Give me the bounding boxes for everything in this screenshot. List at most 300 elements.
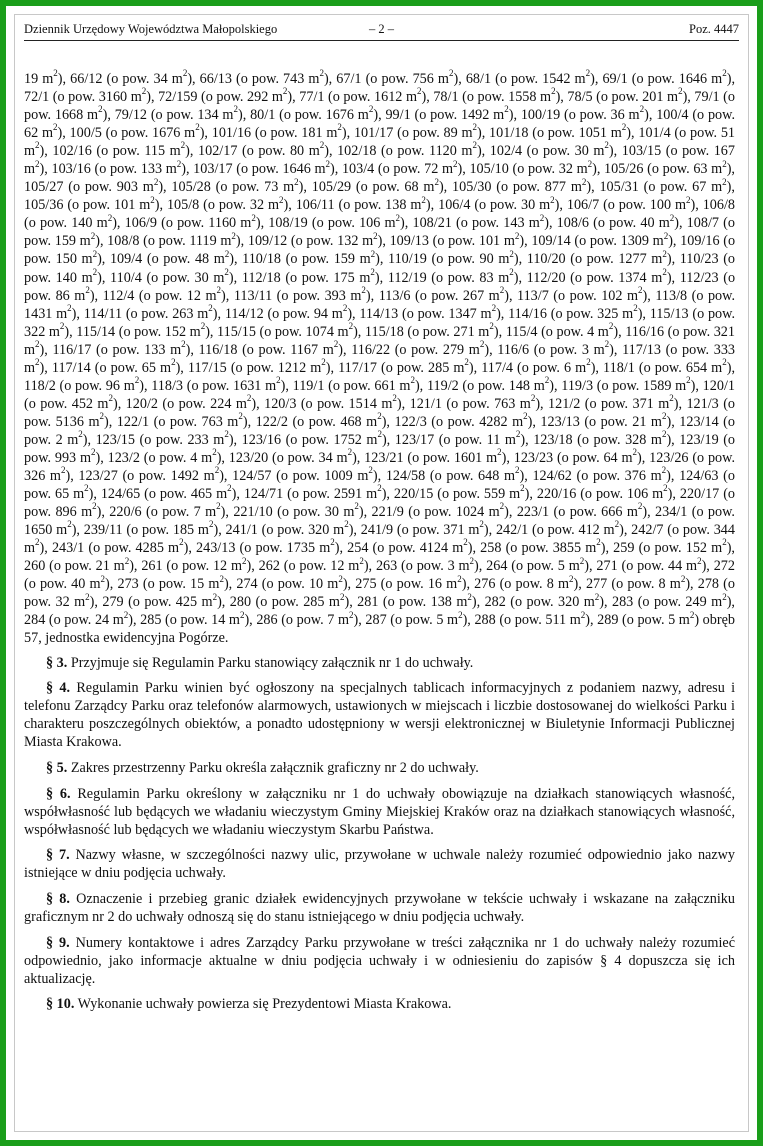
area-unit-superscript: 2 <box>392 393 397 404</box>
plot-entry: 239/11 (o pow. 185 m <box>83 522 209 539</box>
area-unit-superscript: 2 <box>216 501 221 512</box>
plot-entry: 108/19 (o pow. 106 m <box>268 215 396 232</box>
area-unit-superscript: 2 <box>515 429 521 440</box>
plot-entry: 117/15 (o pow. 1212 m <box>187 359 322 376</box>
section-paragraph <box>24 934 735 988</box>
section-text: Wykonanie uchwały powierza się Prezydentowi Miasta Krakowa. <box>74 996 452 1013</box>
area-unit-superscript: 2 <box>141 86 147 97</box>
plot-entry: 120/2 (o pow. 224 m <box>125 395 247 412</box>
plot-entry: 259 (o pow. 152 m <box>613 540 723 557</box>
plot-entry: 106/8 (o pow. 140 m <box>24 197 736 232</box>
area-unit-superscript: 2 <box>35 140 40 151</box>
area-unit-superscript: 2 <box>92 266 98 277</box>
area-unit-superscript: 2 <box>344 519 349 530</box>
area-unit-superscript: 2 <box>182 68 188 79</box>
plot-entry: 275 (o pow. 16 m <box>355 576 458 593</box>
plot-entry: 106/7 (o pow. 100 m <box>566 197 686 214</box>
area-unit-superscript: 2 <box>107 212 113 223</box>
plot-entry: 115/13 (o pow. 322 m <box>24 305 736 340</box>
plot-entry: 113/8 (o pow. 1431 m <box>24 287 735 322</box>
plot-entry: 77/1 (o pow. 1612 m <box>299 89 417 106</box>
area-unit-superscript: 2 <box>377 429 382 440</box>
area-unit-superscript: 2 <box>464 357 469 368</box>
area-unit-superscript: 2 <box>722 176 727 187</box>
area-unit-superscript: 2 <box>453 158 458 169</box>
area-unit-superscript: 2 <box>661 429 667 440</box>
area-unit-superscript: 2 <box>85 284 90 295</box>
plot-entry: 116/18 (o pow. 1167 m <box>198 341 334 358</box>
plot-entry: 110/20 (o pow. 1277 m <box>526 251 663 268</box>
document-body <box>24 70 735 1021</box>
area-unit-superscript: 2 <box>98 104 103 115</box>
plot-entry: 220/6 (o pow. 7 m <box>109 504 217 521</box>
plot-entry: 118/1 (o pow. 654 m <box>603 359 723 376</box>
plot-entry: 101/17 (o pow. 89 m <box>353 125 473 142</box>
plot-entry: 116/6 (o pow. 3 m <box>497 341 605 358</box>
area-unit-superscript: 2 <box>395 212 401 223</box>
section-paragraph <box>24 890 735 926</box>
area-unit-superscript: 2 <box>224 429 229 440</box>
plot-entry: 108/6 (o pow. 40 m <box>556 215 670 232</box>
plot-entry: 109/16 (o pow. 150 m <box>24 233 736 268</box>
plot-entry: 114/16 (o pow. 325 m <box>508 305 634 322</box>
plot-entry: 110/23 (o pow. 140 m <box>24 251 736 286</box>
area-unit-superscript: 2 <box>669 212 675 223</box>
plot-entry: 113/11 (o pow. 393 m <box>233 287 362 304</box>
area-unit-superscript: 2 <box>469 555 475 566</box>
plot-entry: 79/12 (o pow. 134 m <box>114 107 234 124</box>
area-unit-superscript: 2 <box>35 338 40 349</box>
area-unit-superscript: 2 <box>458 609 463 620</box>
area-unit-superscript: 2 <box>294 176 299 187</box>
area-unit-superscript: 2 <box>330 537 335 548</box>
area-unit-superscript: 2 <box>282 86 288 97</box>
plot-entry: 122/3 (o pow. 4282 m <box>394 413 524 430</box>
area-unit-superscript: 2 <box>179 537 184 548</box>
area-unit-superscript: 2 <box>472 140 477 151</box>
area-unit-superscript: 2 <box>176 158 182 169</box>
plot-entry: 220/15 (o pow. 559 m <box>393 486 521 503</box>
area-unit-superscript: 2 <box>448 68 454 79</box>
plot-list-intro: 19 m <box>24 71 54 87</box>
area-unit-superscript: 2 <box>91 447 96 458</box>
plot-entry: 123/16 (o pow. 1752 m <box>241 431 378 448</box>
area-unit-superscript: 2 <box>686 194 691 205</box>
plot-entry: 242/7 (o pow. 344 m <box>24 522 735 557</box>
plot-entry: 110/19 (o pow. 90 m <box>388 251 510 268</box>
plot-entry: 67/1 (o pow. 756 m <box>336 71 449 87</box>
area-unit-superscript: 2 <box>67 519 72 530</box>
area-unit-superscript: 2 <box>359 555 364 566</box>
area-unit-superscript: 2 <box>614 519 620 530</box>
plot-entry: 113/6 (o pow. 267 m <box>378 287 500 304</box>
plot-entry: 106/4 (o pow. 30 m <box>438 197 551 214</box>
area-unit-superscript: 2 <box>586 357 591 368</box>
area-unit-superscript: 2 <box>604 140 609 151</box>
area-unit-superscript: 2 <box>663 230 669 241</box>
plot-entry: 112/4 (o pow. 12 m <box>102 287 217 304</box>
section-number: § 3. <box>46 654 68 671</box>
plot-entry: 123/15 (o pow. 233 m <box>95 431 225 448</box>
section-number: § 9. <box>46 934 70 951</box>
area-unit-superscript: 2 <box>224 248 230 259</box>
area-unit-superscript: 2 <box>569 573 574 584</box>
area-unit-superscript: 2 <box>608 320 614 331</box>
area-unit-superscript: 2 <box>509 266 514 277</box>
plot-entry: 115/4 (o pow. 4 m <box>505 323 609 340</box>
area-unit-superscript: 2 <box>722 591 727 602</box>
plot-entry: 105/29 (o pow. 68 m <box>311 179 435 196</box>
area-unit-superscript: 2 <box>632 447 638 458</box>
plot-entry: 113/7 (o pow. 102 m <box>517 287 639 304</box>
area-unit-superscript: 2 <box>491 302 497 313</box>
plot-entry: 117/14 (o pow. 65 m <box>51 359 172 376</box>
area-unit-superscript: 2 <box>579 555 585 566</box>
plot-entry: 108/21 (o pow. 143 m <box>412 215 540 232</box>
area-unit-superscript: 2 <box>680 573 686 584</box>
plot-entry: 105/36 (o pow. 101 m <box>24 197 151 214</box>
area-unit-superscript: 2 <box>479 519 484 530</box>
area-unit-superscript: 2 <box>337 122 342 133</box>
plot-entry: 282 (o pow. 320 m <box>484 594 595 611</box>
plot-entry: 110/18 (o pow. 159 m <box>242 251 371 268</box>
area-unit-superscript: 2 <box>339 591 345 602</box>
area-unit-superscript: 2 <box>134 375 140 386</box>
plot-list-outro: obręb 57, jednostka ewidencyjna Pogórze. <box>24 612 735 647</box>
plot-entry: 263 (o pow. 3 m <box>375 558 470 575</box>
plot-entry: 220/17 (o pow. 896 m <box>24 486 736 521</box>
plot-entry: 119/3 (o pow. 1589 m <box>561 377 687 394</box>
area-unit-superscript: 2 <box>689 609 695 620</box>
section-paragraph <box>24 759 735 777</box>
section-paragraph <box>24 785 735 839</box>
section-paragraph <box>24 679 735 751</box>
plot-entry: 223/1 (o pow. 666 m <box>516 504 638 521</box>
plot-entry: 123/23 (o pow. 64 m <box>513 449 633 466</box>
area-unit-superscript: 2 <box>686 375 691 386</box>
area-unit-superscript: 2 <box>53 68 58 79</box>
area-unit-superscript: 2 <box>354 501 359 512</box>
plot-entry: 103/16 (o pow. 133 m <box>51 161 177 178</box>
area-unit-superscript: 2 <box>321 357 326 368</box>
plot-entry: 124/62 (o pow. 376 m <box>532 468 662 485</box>
area-unit-superscript: 2 <box>581 176 587 187</box>
plot-entry: 123/27 (o pow. 1492 m <box>78 468 215 485</box>
plot-entry: 121/1 (o pow. 763 m <box>409 395 531 412</box>
plot-entry: 273 (o pow. 15 m <box>117 576 220 593</box>
plot-entry: 260 (o pow. 21 m <box>24 558 125 575</box>
section-number: § 4. <box>46 680 71 697</box>
plot-entry: 117/17 (o pow. 285 m <box>338 359 465 376</box>
area-unit-superscript: 2 <box>530 393 536 404</box>
plot-entry: 106/11 (o pow. 138 m <box>295 197 422 214</box>
area-unit-superscript: 2 <box>370 248 376 259</box>
plot-entry: 121/3 (o pow. 5136 m <box>24 395 736 430</box>
plot-entry: 72/1 (o pow. 3160 m <box>24 89 142 106</box>
area-unit-superscript: 2 <box>585 68 591 79</box>
section-text: Regulamin Parku określony w załączniku nr 1 do uchwały obowiązuje na działkach stanowiących własność, współwłasność lub będących we władaniu wieczystym Gminy Miejskiej Kraków oraz na działkach stanowiących własność, współwłasność lub będących we władaniu wieczystym Skarbu Państwa. <box>24 785 736 838</box>
plot-entry: 289 (o pow. 5 m <box>597 612 690 629</box>
plot-entry: 123/20 (o pow. 34 m <box>228 449 348 466</box>
area-unit-superscript: 2 <box>580 609 586 620</box>
area-unit-superscript: 2 <box>338 573 343 584</box>
plot-entry: 123/17 (o pow. 11 m <box>394 431 516 448</box>
section-number: § 10. <box>46 996 75 1013</box>
section-paragraph <box>24 654 735 672</box>
area-unit-superscript: 2 <box>35 158 40 169</box>
area-unit-superscript: 2 <box>216 284 222 295</box>
plot-entry: 124/65 (o pow. 465 m <box>100 486 228 503</box>
plot-entry: 277 (o pow. 8 m <box>585 576 681 593</box>
plot-entry: 109/13 (o pow. 101 m <box>389 233 515 250</box>
plot-entry: 124/58 (o pow. 648 m <box>385 468 516 485</box>
section-number: § 5. <box>46 759 68 776</box>
plot-entry: 100/4 (o pow. 62 m <box>24 107 736 142</box>
area-unit-superscript: 2 <box>227 483 232 494</box>
area-unit-superscript: 2 <box>212 591 218 602</box>
plot-entry: 117/13 (o pow. 333 m <box>24 341 736 376</box>
area-unit-superscript: 2 <box>520 483 525 494</box>
plot-entry: 112/20 (o pow. 1374 m <box>526 269 663 286</box>
plot-entry: 116/17 (o pow. 133 m <box>52 341 182 358</box>
area-unit-superscript: 2 <box>587 158 593 169</box>
plot-entry: 243/13 (o pow. 1735 m <box>196 540 331 557</box>
area-unit-superscript: 2 <box>246 393 252 404</box>
plot-entry: 105/10 (o pow. 32 m <box>469 161 588 178</box>
area-unit-superscript: 2 <box>92 501 97 512</box>
plot-entry: 123/14 (o pow. 2 m <box>24 413 735 448</box>
plot-entry: 112/19 (o pow. 83 m <box>387 269 510 286</box>
area-unit-superscript: 2 <box>479 338 485 349</box>
plot-entry: 99/1 (o pow. 1492 m <box>385 107 505 124</box>
area-unit-superscript: 2 <box>59 320 65 331</box>
plot-entry: 105/31 (o pow. 67 m <box>599 179 723 196</box>
area-unit-superscript: 2 <box>489 320 494 331</box>
plot-entry: 102/16 (o pow. 115 m <box>52 143 181 160</box>
plot-entry: 66/13 (o pow. 743 m <box>199 71 320 87</box>
area-unit-superscript: 2 <box>544 375 550 386</box>
plot-entry: 78/1 (o pow. 1558 m <box>433 89 552 106</box>
plot-entry: 118/2 (o pow. 96 m <box>24 377 135 394</box>
area-unit-superscript: 2 <box>539 212 545 223</box>
area-unit-superscript: 2 <box>722 68 727 79</box>
area-unit-superscript: 2 <box>85 591 90 602</box>
area-unit-superscript: 2 <box>434 176 439 187</box>
area-unit-superscript: 2 <box>231 230 236 241</box>
area-unit-superscript: 2 <box>368 104 374 115</box>
area-unit-superscript: 2 <box>504 104 509 115</box>
plot-entry: 114/13 (o pow. 1347 m <box>359 305 492 322</box>
plot-entry: 283 (o pow. 249 m <box>611 594 723 611</box>
area-unit-superscript: 2 <box>604 338 610 349</box>
area-unit-superscript: 2 <box>499 284 505 295</box>
area-unit-superscript: 2 <box>238 411 243 422</box>
area-unit-superscript: 2 <box>509 248 514 259</box>
area-unit-superscript: 2 <box>242 555 247 566</box>
plot-entry: 101/18 (o pow. 1051 m <box>489 125 622 142</box>
section-number: § 7. <box>46 847 70 864</box>
area-unit-superscript: 2 <box>99 411 104 422</box>
plot-entry: 116/16 (o pow. 321 m <box>24 323 735 358</box>
section-paragraph <box>24 995 735 1013</box>
plot-entry: 114/11 (o pow. 263 m <box>83 305 209 322</box>
area-unit-superscript: 2 <box>319 140 325 151</box>
plot-entry: 105/28 (o pow. 73 m <box>171 179 295 196</box>
area-unit-superscript: 2 <box>52 122 58 133</box>
area-unit-superscript: 2 <box>472 122 477 133</box>
plot-entry: 279 (o pow. 425 m <box>102 594 213 611</box>
area-unit-superscript: 2 <box>467 591 472 602</box>
area-unit-superscript: 2 <box>200 320 206 331</box>
area-unit-superscript: 2 <box>370 266 375 277</box>
plot-entry: 110/4 (o pow. 30 m <box>110 269 225 286</box>
plot-entry: 109/14 (o pow. 1309 m <box>531 233 664 250</box>
page-number: – 2 – <box>369 22 394 36</box>
area-unit-superscript: 2 <box>123 609 129 620</box>
area-unit-superscript: 2 <box>594 591 600 602</box>
plot-entry: 264 (o pow. 5 m <box>486 558 580 575</box>
area-unit-superscript: 2 <box>661 411 667 422</box>
section-text: Nazwy własne, w szczególności nazwy ulic, przywołane w uchwale należy rozumieć odpowiednio jako nazwy istniejące w dniu podjęcia uchwały. <box>24 847 735 882</box>
area-unit-superscript: 2 <box>722 537 727 548</box>
plot-entry: 274 (o pow. 10 m <box>236 576 339 593</box>
area-unit-superscript: 2 <box>60 465 66 476</box>
plot-entry: 117/4 (o pow. 6 m <box>481 359 587 376</box>
plot-entry: 115/15 (o pow. 1074 m <box>217 323 349 340</box>
area-unit-superscript: 2 <box>67 302 72 313</box>
journal-title: Dziennik Urzędowy Województwa Małopolskiego <box>24 22 278 36</box>
plot-entry: 124/63 (o pow. 65 m <box>24 468 735 503</box>
plot-entry: 101/16 (o pow. 181 m <box>211 125 338 142</box>
area-unit-superscript: 2 <box>214 465 220 476</box>
area-unit-superscript: 2 <box>410 375 415 386</box>
plot-entry: 109/4 (o pow. 48 m <box>109 251 225 268</box>
plot-entry: 69/1 (o pow. 1646 m <box>602 71 723 87</box>
plot-entry: 79/1 (o pow. 1668 m <box>24 89 735 124</box>
area-unit-superscript: 2 <box>349 609 354 620</box>
plot-entry: 261 (o pow. 12 m <box>141 558 243 575</box>
section-text: Numery kontaktowe i adres Zarządcy Parku przywołane w treści załącznika nr 1 do uchwały należy rozumieć odpowiednio, jako informacje aktualne w dniu podjęcia uchwały i w odniesieniu do zapisów § 4 dopuszcza się ich aktualizację. <box>24 934 736 987</box>
plot-entry: 122/1 (o pow. 763 m <box>116 413 239 430</box>
area-unit-superscript: 2 <box>333 338 339 349</box>
plot-entry: 221/10 (o pow. 30 m <box>233 504 355 521</box>
plot-entry: 258 (o pow. 3855 m <box>480 540 597 557</box>
area-unit-superscript: 2 <box>678 86 683 97</box>
plot-entry: 112/18 (o pow. 175 m <box>241 269 371 286</box>
area-unit-superscript: 2 <box>596 537 601 548</box>
plot-entry: 220/16 (o pow. 106 m <box>536 486 664 503</box>
area-unit-superscript: 2 <box>662 248 667 259</box>
position-number: Poz. 4447 <box>689 22 739 36</box>
area-unit-superscript: 2 <box>208 302 213 313</box>
area-unit-superscript: 2 <box>124 555 130 566</box>
area-unit-superscript: 2 <box>639 104 645 115</box>
plot-entry: 241/1 (o pow. 320 m <box>225 522 345 539</box>
plot-entry: 234/1 (o pow. 1650 m <box>24 504 735 539</box>
plot-entry: 105/8 (o pow. 32 m <box>166 197 279 214</box>
plot-entry: 102/18 (o pow. 1120 m <box>337 143 473 160</box>
plot-entry: 106/9 (o pow. 1160 m <box>124 215 252 232</box>
plot-entry: 241/9 (o pow. 371 m <box>360 522 480 539</box>
plot-entry: 124/71 (o pow. 2591 m <box>243 486 378 503</box>
area-unit-superscript: 2 <box>181 338 186 349</box>
plot-list-paragraph: 19 $m^2$), 66/12 (o pow. 34 $m^2$), 66/13 (o pow. 743 $m^2$), 67/1 (o pow. 756 $m^2$), 68/1 (o pow. 1542 $m^2$), 69/1 (o pow. 1646 $m^2$), 72/1 (o pow. 3160 $m^2$), 72/159 (o pow. 292 $m^2$), 77/1 (o pow. 1612 $m^2$), 78/1 (o pow. 1558 $m^2$), 78/5 (o pow. 201 $m^2$), 79/1 (o pow. 1668 $m^2$), 79/12 (o pow. 134 $m^2$), 80/1 (o pow. 1676 $m^2$), 99/1 (o pow. 1492 $m^2$), 100/19 (o pow. 36 $m^2$), 100/4 (o pow. 62 $m^2$), 100/5 (o pow. 1676 $m^2$), 101/16 (o pow. 181 $m^2$), 101/17 (o pow. 89 $m^2$), 101/18 (o pow. 1051 $m^2$), 101/4 (o pow. 51 $m^2$), 102/16 (o pow. 115 $m^2$), 102/17 (o pow. 80 $m^2$), 102/18 (o pow. 1120 $m^2$), 102/4 (o pow. 30 $m^2$), 103/15 (o pow. 167 $m^2$), 103/16 (o pow. 133 $m^2$), 103/17 (o pow. 1646 $m^2$), 103/4 (o pow. 72 $m^2$), 105/10 (o pow. 32 $m^2$), 105/26 (o pow. 63 $m^2$), 105/27 (o pow. 903 $m^2$), 105/28 (o pow. 73 $m^2$), 105/29 (o pow. 68 $m^2$), 105/30 (o pow. 877 $m^2$), 105/31 (o pow. 67 $m^2$), 105/36 (o pow. 101 $m^2$), 105/8 (o pow. 32 $m^2$), 106/11 (o pow. 138 $m^2$), 106/4 (o pow. 30 $m^2$), 106/7 (o pow. 100 $m^2$), 106/8 (o pow. 140 $m^2$), 106/9 (o pow. 1160 $m^2$), 108/19 (o pow. 106 $m^2$), 108/21 (o pow. 143 $m^2$), 108/6 (o pow. 40 $m^2$), 108/7 (o pow. 159 $m^2$), 108/8 (o pow. 1119 $m^2$), 109/12 (o pow. 132 $m^2$), 109/13 (o pow. 101 $m^2$), 109/14 (o pow. 1309 $m^2$), 109/16 (o pow. 150 $m^2$), 109/4 (o pow. 48 $m^2$), 110/18 (o pow. 159 $m^2$), 110/19 (o pow. 90 $m^2$), 110/20 (o pow. 1277 $m^2$), 110/23 (o pow. 140 $m^2$), 110/4 (o pow. 30 $m^2$), 112/18 (o pow. 175 $m^2$), 112/19 (o pow. 83 $m^2$), 112/20 (o pow. 1374 $m^2$), 112/23 (o pow. 86 $m^2$), 112/4 (o pow. 12 $m^2$), 113/11 (o pow. 393 $m^2$), 113/6 (o pow. 267 $m^2$), 113/7 (o pow. 102 $m^2$), 113/8 (o pow. 1431 $m^2$), 114/11 (o pow. 263 $m^2$), 114/12 (o pow. 94 $m^2$), 114/13 (o pow. 1347 $m^2$), 114/16 (o pow. 325 $m^2$), 115/13 (o pow. 322 $m^2$), 115/14 (o pow. 152 $m^2$), 115/15 (o pow. 1074 $m^2$), 115/18 (o pow. 271 $m^2$), 115/4 (o pow. 4 $m^2$), 116/16 (o pow. 321 $m^2$), 116/17 (o pow. 133 $m^2$), 116/18 (o pow. 1167 $m^2$), 116/22 (o pow. 279 $m^2$), 116/6 (o pow. 3 $m^2$), 117/13 (o pow. 333 $m^2$), 117/14 (o pow. 65 $m^2$), 117/15 (o pow. 1212 $m^2$), 117/17 (o pow. 285 $m^2$), 117/4 (o pow. 6 $m^2$), 118/1 (o pow. 654 $m^2$), 118/2 (o pow. 96 $m^2$), 118/3 (o pow. 1631 $m^2$), 119/1 (o pow. 661 $m^2$), 119/2 (o pow. 148 $m^2$), 119/3 (o pow. 1589 $m^2$), 120/1 (o pow. 452 $m^2$), 120/2 (o pow. 224 $m^2$), 120/3 (o pow. 1514 $m^2$), 121/1 (o pow. 763 $m^2$), 121/2 (o pow. 371 $m^2$), 121/3 (o pow. 5136 $m^2$), 122/1 (o pow. 763 $m^2$), 122/2 (o pow. 468 $m^2$), 122/3 (o pow. 4282 $m^2$), 123/13 (o pow. 21 $m^2$), 123/14 (o pow. 2 $m^2$), 123/15 (o pow. 233 $m^2$), 123/16 (o pow. 1752 $m^2$), 123/17 (o pow. 11 $m^2$), 123/18 (o pow. 328 $m^2$), 123/19 (o pow. 993 $m^2$), 123/2 (o pow. 4 $m^2$), 123/20 (o pow. 34 $m^2$), 123/21 (o pow. 1601 $m^2$), 123/23 (o pow. 64 $m^2$), 123/26 (o pow. 326 $m^2$), 123/27 (o pow. 1492 $m^2$), 124/57 (o pow. 1009 $m^2$), 124/58 (o pow. 648 $m^2$), 124/62 (o pow. 376 $m^2$), 124/63 (o pow. 65 $m^2$), 124/65 (o pow. 465 $m^2$), 124/71 (o pow. 2591 $m^2$), 220/15 (o pow. 559 $m^2$), 220/16 (o pow. 106 $m^2$), 220/17 (o pow. 896 $m^2$), 220/6 (o pow. 7 $m^2$), 221/10 (o pow. 30 $m^2$), 221/9 (o pow. 1024 $m^2$), 223/1 (o pow. 666 $m^2$), 234/1 (o pow. 1650 $m^2$), 239/11 (o pow. 185 $m^2$), 241/1 (o pow. 320 $m^2$), 241/9 (o pow. 371 $m^2$), 242/1 (o pow. 412 $m^2$), 242/7 (o pow. 344 $m^2$), 243/1 (o pow. 4285 $m^2$), 243/13 (o pow. 1735 $m^2$), 254 (o pow. 4124 $m^2$), 258 (o pow. 3855 $m^2$), 259 (o pow. 152 $m^2$), 260 (o pow. 21 $m^2$), 261 (o pow. 12 $m^2$), 262 (o pow. 12 $m^2$), 263 (o pow. 3 $m^2$), 264 (o pow. 5 $m^2$), 271 (o pow. 44 $m^2$), 272 (o pow. 40 $m^2$), 273 (o pow. 15 $m^2$), 274 (o pow. 10 $m^2$), 275 (o pow. 16 $m^2$), 276 (o pow. 8 $m^2$), 277 (o pow. 8 $m^2$), 278 (o pow. 32 $m^2$), 279 (o pow. 425 $m^2$), 280 (o pow. 285 $m^2$), 281 (o pow. 138 $m^2$), 282 (o pow. 320 $m^2$), 283 (o pow. 249 $m^2$), 284 (o pow. 24 $m^2$), 285 (o pow. 14 $m^2$), 286 (o pow. 7 $m^2$), 287 (o pow. 5 $m^2$), 288 (o pow. 511 $m^2$), 289 (o pow. 5 $m^2$) obręb 57, jednostka ewidencyjna Pogórze. <box>24 68 736 647</box>
area-unit-superscript: 2 <box>457 573 462 584</box>
section-number: § 6. <box>46 785 71 802</box>
area-unit-superscript: 2 <box>637 501 643 512</box>
area-unit-superscript: 2 <box>100 573 106 584</box>
area-unit-superscript: 2 <box>180 140 186 151</box>
plot-entry: 284 (o pow. 24 m <box>24 612 124 629</box>
area-unit-superscript: 2 <box>421 194 426 205</box>
plot-entry: 272 (o pow. 40 m <box>24 558 735 593</box>
area-unit-superscript: 2 <box>319 68 324 79</box>
area-unit-superscript: 2 <box>212 447 217 458</box>
plot-entry: 123/19 (o pow. 993 m <box>24 431 736 466</box>
area-unit-superscript: 2 <box>550 194 555 205</box>
area-unit-superscript: 2 <box>279 194 284 205</box>
area-unit-superscript: 2 <box>633 302 638 313</box>
area-unit-superscript: 2 <box>171 357 176 368</box>
plot-entry: 280 (o pow. 285 m <box>229 594 340 611</box>
page-header <box>24 18 739 41</box>
area-unit-superscript: 2 <box>551 86 556 97</box>
plot-entry: 123/26 (o pow. 326 m <box>24 449 736 485</box>
area-unit-superscript: 2 <box>150 194 155 205</box>
plot-entry: 120/3 (o pow. 1514 m <box>264 395 393 412</box>
plot-entry: 262 (o pow. 12 m <box>258 558 360 575</box>
plot-entry: 281 (o pow. 138 m <box>357 594 468 611</box>
area-unit-superscript: 2 <box>663 483 668 494</box>
section-text: Regulamin Parku winien być ogłoszony na specjalnych tablicach informacyjnych z podaniem nazwy, adresu i telefonu Zarządcy Parku oraz telefonów alarmowych, ustawionych w miejscach i liczbie dostosowanej do wielkości Parku i charakteru poszczególnych obiektów, a ponadto udostępniony w wersji elektronicznej w Biuletynie Informacji Publicznej Miasta Krakowa. <box>24 680 736 751</box>
area-unit-superscript: 2 <box>514 230 520 241</box>
area-unit-superscript: 2 <box>251 212 256 223</box>
section-number: § 8. <box>46 890 70 907</box>
plot-entry: 100/5 (o pow. 1676 m <box>69 125 196 142</box>
plot-entry: 102/4 (o pow. 30 m <box>489 143 605 160</box>
plot-entry: 108/7 (o pow. 159 m <box>24 215 735 250</box>
plot-entry: 286 (o pow. 7 m <box>256 612 349 629</box>
plot-entry: 115/18 (o pow. 271 m <box>364 323 490 340</box>
area-unit-superscript: 2 <box>499 501 505 512</box>
plot-entry: 72/159 (o pow. 292 m <box>158 89 283 106</box>
area-unit-superscript: 2 <box>233 104 238 115</box>
area-unit-superscript: 2 <box>195 122 200 133</box>
area-unit-superscript: 2 <box>361 284 366 295</box>
area-unit-superscript: 2 <box>84 483 89 494</box>
plot-entry: 278 (o pow. 32 m <box>24 576 735 611</box>
plot-entry: 108/8 (o pow. 1119 m <box>107 233 232 250</box>
plot-entry: 78/5 (o pow. 201 m <box>567 89 679 106</box>
plot-entry: 121/2 (o pow. 371 m <box>548 395 670 412</box>
area-unit-superscript: 2 <box>108 393 113 404</box>
area-unit-superscript: 2 <box>722 357 727 368</box>
plot-entry: 105/30 (o pow. 877 m <box>452 179 582 196</box>
area-unit-superscript: 2 <box>417 86 422 97</box>
section-paragraph <box>24 846 735 882</box>
area-unit-superscript: 2 <box>373 230 378 241</box>
plot-entry: 271 (o pow. 44 m <box>596 558 698 575</box>
plot-entry: 123/13 (o pow. 21 m <box>540 413 662 430</box>
plot-entry: 100/19 (o pow. 36 m <box>520 107 640 124</box>
plot-entry: 66/12 (o pow. 34 m <box>70 71 183 87</box>
area-unit-superscript: 2 <box>239 609 245 620</box>
plot-entry: 80/1 (o pow. 1676 m <box>250 107 369 124</box>
plot-entry: 288 (o pow. 511 m <box>474 612 581 629</box>
area-unit-superscript: 2 <box>463 537 468 548</box>
area-unit-superscript: 2 <box>35 537 40 548</box>
plot-entry: 120/1 (o pow. 452 m <box>24 377 735 412</box>
